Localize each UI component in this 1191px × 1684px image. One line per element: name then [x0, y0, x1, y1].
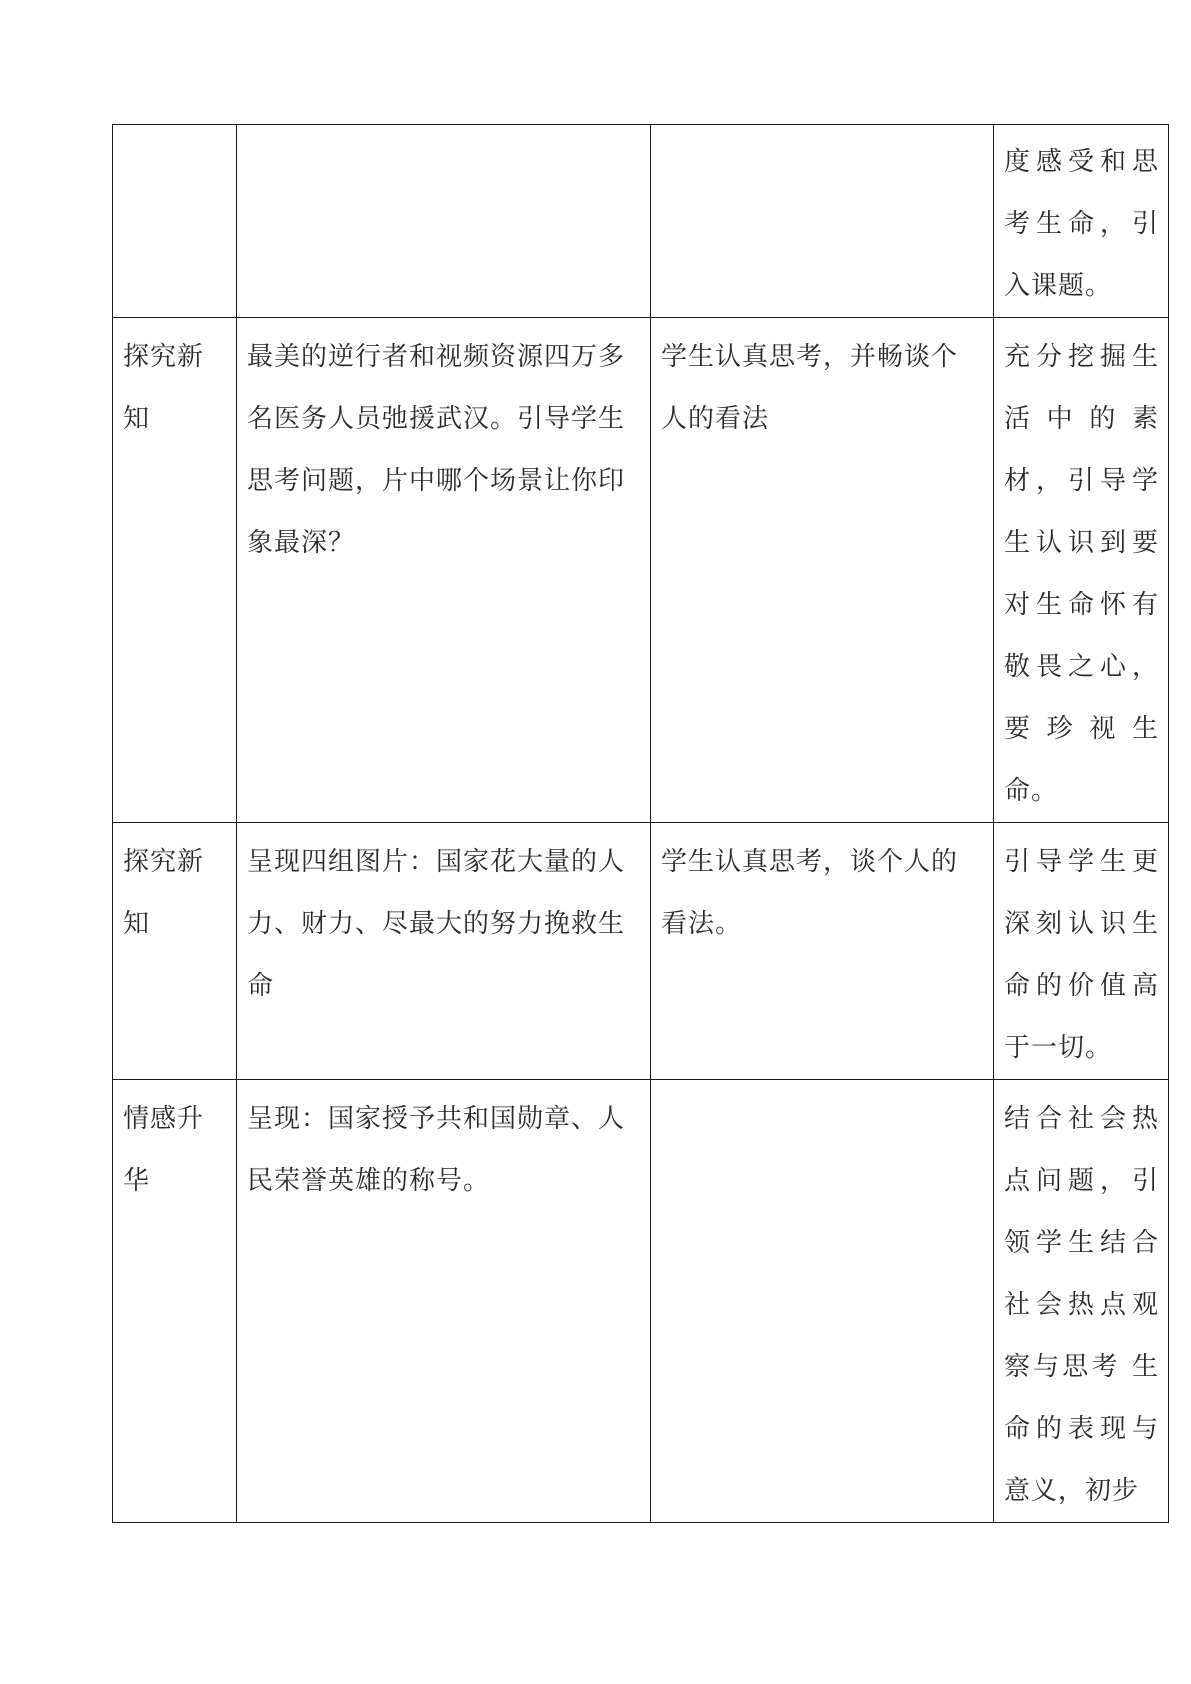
teacher-activity-text: 最美的逆行者和视频资源四万多名医务人员弛援武汉。引导学生思考问题，片中哪个场景让你印象最深？ [247, 342, 626, 558]
table-row [113, 125, 1169, 318]
teacher-activity-cell [237, 823, 651, 1080]
teacher-activity-text: 呈现四组图片：国家花大量的人力、财力、尽最大的努力挽救生命 [247, 847, 626, 1001]
teacher-activity-text: 呈现：国家授予共和国勋章、人民荣誉英雄的称号。 [247, 1104, 626, 1196]
design-intent-cell [994, 823, 1169, 1080]
design-intent-text: 结合社会热点问题，引领学生结合社会热点观察与思考 生命的表现与意义，初步 [1004, 1104, 1159, 1506]
table-row [113, 1080, 1169, 1523]
design-intent-text: 充分挖掘生活 中 的 素材，引导学生认识到要对生命怀有敬畏之心，要 珍 视 生命。 [1004, 342, 1159, 806]
teacher-activity-cell [237, 318, 651, 823]
student-activity-cell [651, 125, 994, 318]
design-intent-cell [994, 1080, 1169, 1523]
stage-cell [113, 1080, 237, 1523]
design-intent-text: 引导学生更深刻认识生命的价值高于一切。 [1004, 847, 1159, 1063]
design-intent-cell [994, 125, 1169, 318]
student-activity-text: 学生认真思考，并畅谈个人的看法 [661, 342, 959, 434]
design-intent-cell [994, 318, 1169, 823]
student-activity-cell [651, 823, 994, 1080]
stage-cell [113, 125, 237, 318]
design-intent-text: 度感受和思考生命，引入课题。 [1004, 147, 1159, 301]
teacher-activity-cell [237, 125, 651, 318]
stage-text: 探究新知 [123, 847, 205, 939]
lesson-plan-table [112, 124, 1169, 1523]
student-activity-cell [651, 1080, 994, 1523]
table-row [113, 823, 1169, 1080]
table-row [113, 318, 1169, 823]
stage-text: 情感升华 [123, 1104, 205, 1196]
stage-text: 探究新知 [123, 342, 205, 434]
teacher-activity-cell [237, 1080, 651, 1523]
student-activity-cell [651, 318, 994, 823]
student-activity-text: 学生认真思考，谈个人的看法。 [661, 847, 959, 939]
stage-cell [113, 318, 237, 823]
stage-cell [113, 823, 237, 1080]
